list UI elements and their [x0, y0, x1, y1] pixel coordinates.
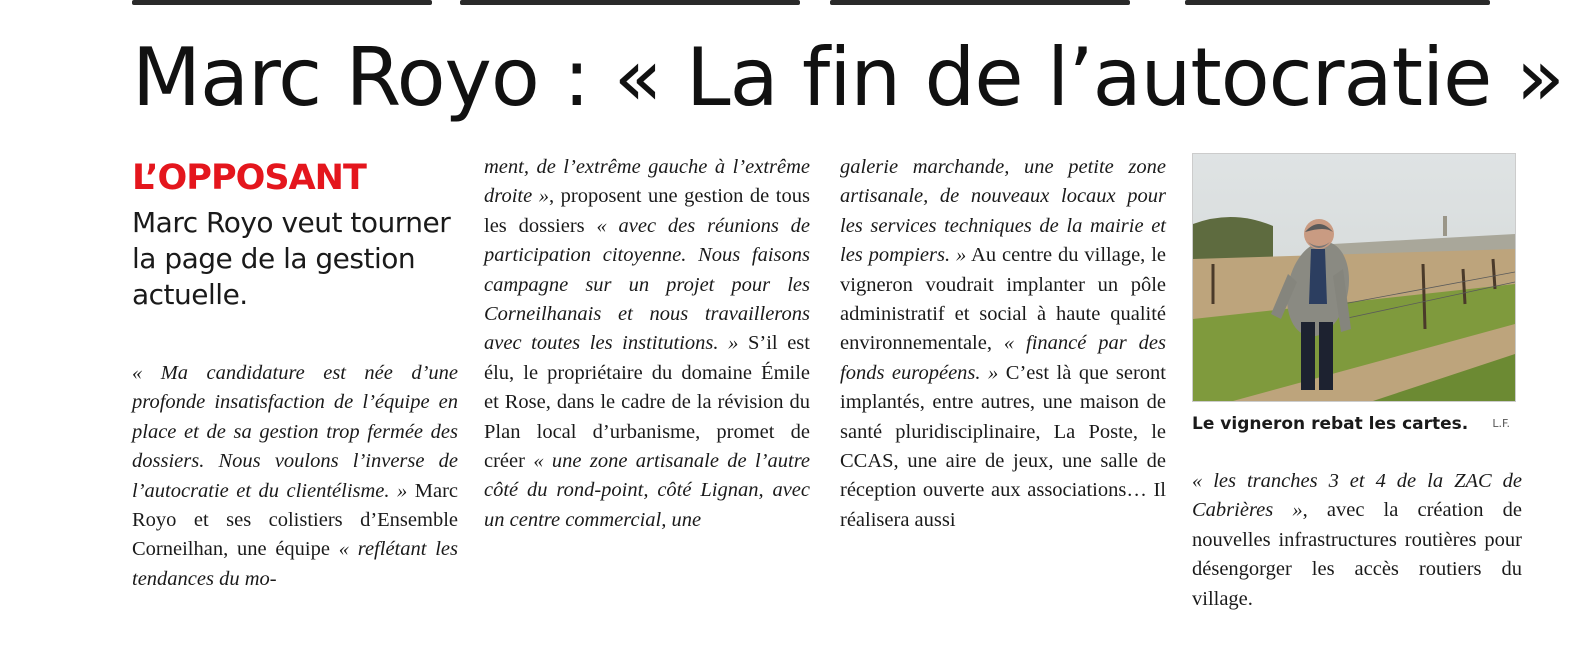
body-paragraph: [132, 359, 458, 594]
kicker-label: L’OPPOSANT: [132, 158, 366, 198]
caption-text: Le vigneron rebat les cartes.: [1192, 414, 1469, 434]
quote-text: ment, de l’extrême gauche à l’extrême droite »: [484, 156, 810, 208]
quote-text: « Ma candidature est née d’une profonde insatisfaction de l’équipe en place et de sa gestion trop fermée des dossiers. Nous voulons l’inverse de l’autocratie et du clientélisme. »: [132, 362, 458, 502]
body-paragraph: [1192, 467, 1522, 614]
previous-article-edge: [0, 0, 1590, 6]
column-3: [840, 153, 1166, 535]
quote-text: « financé par des fonds européens. »: [840, 332, 1166, 384]
body-text-run: Au centre du village, le vigneron voudrait implanter un pôle administratif et social à haute qualité environnementale,: [840, 244, 1166, 355]
quote-text: « avec des réunions de participation citoyenne. Nous faisons campagne sur un projet pour les Corneilhanais et nous travaillerons avec toutes les institutions. »: [484, 214, 810, 355]
photo-credit: L.F.: [1492, 417, 1510, 430]
column-2: [484, 153, 810, 535]
body-text-run: Marc Royo et ses colistiers d’Ensemble Corneilhan, une équipe: [132, 479, 458, 561]
quote-text: « les tranches 3 et 4 de la ZAC de Cabrières »: [1192, 470, 1522, 522]
quote-text: « une zone artisanale de l’autre côté du rond-point, côté Lignan, avec un centre commercial, une: [484, 450, 811, 531]
body-paragraph: [484, 153, 810, 535]
body-text-run: , avec la création de nouvelles infrastructures routières pour désengorger les accès routiers du village.: [1192, 499, 1522, 610]
photo-caption: [1192, 414, 1514, 434]
vineyard-photo: [1192, 153, 1516, 402]
body-text-run: S’il est élu, le propriétaire du domaine Émile et Rose, dans le cadre de la révision du Plan local d’urbanisme, promet de créer: [484, 332, 810, 473]
article-lead: Marc Royo veut tourner la page de la gestion actuelle.: [132, 206, 451, 311]
quote-text: galerie marchande, une petite zone artisanale, de nouveaux locaux pour les services techniques de la mairie et les pompiers. »: [840, 156, 1166, 267]
body-text-run: , proposent une gestion de tous les dossiers: [484, 185, 810, 237]
article-headline: Marc Royo : « La fin de l’autocratie »: [132, 31, 1564, 124]
body-paragraph: [840, 153, 1166, 535]
quote-text: « reflétant les tendances du mo-: [132, 538, 458, 590]
body-text-run: C’est là que seront implantés, entre autres, une maison de santé pluridisciplinaire, La Poste, le CCAS, une aire de jeux, une salle de réception ouverte aux associations… Il réalisera aussi: [840, 361, 1167, 531]
column-1: [132, 153, 458, 594]
column-4: [1192, 153, 1522, 614]
